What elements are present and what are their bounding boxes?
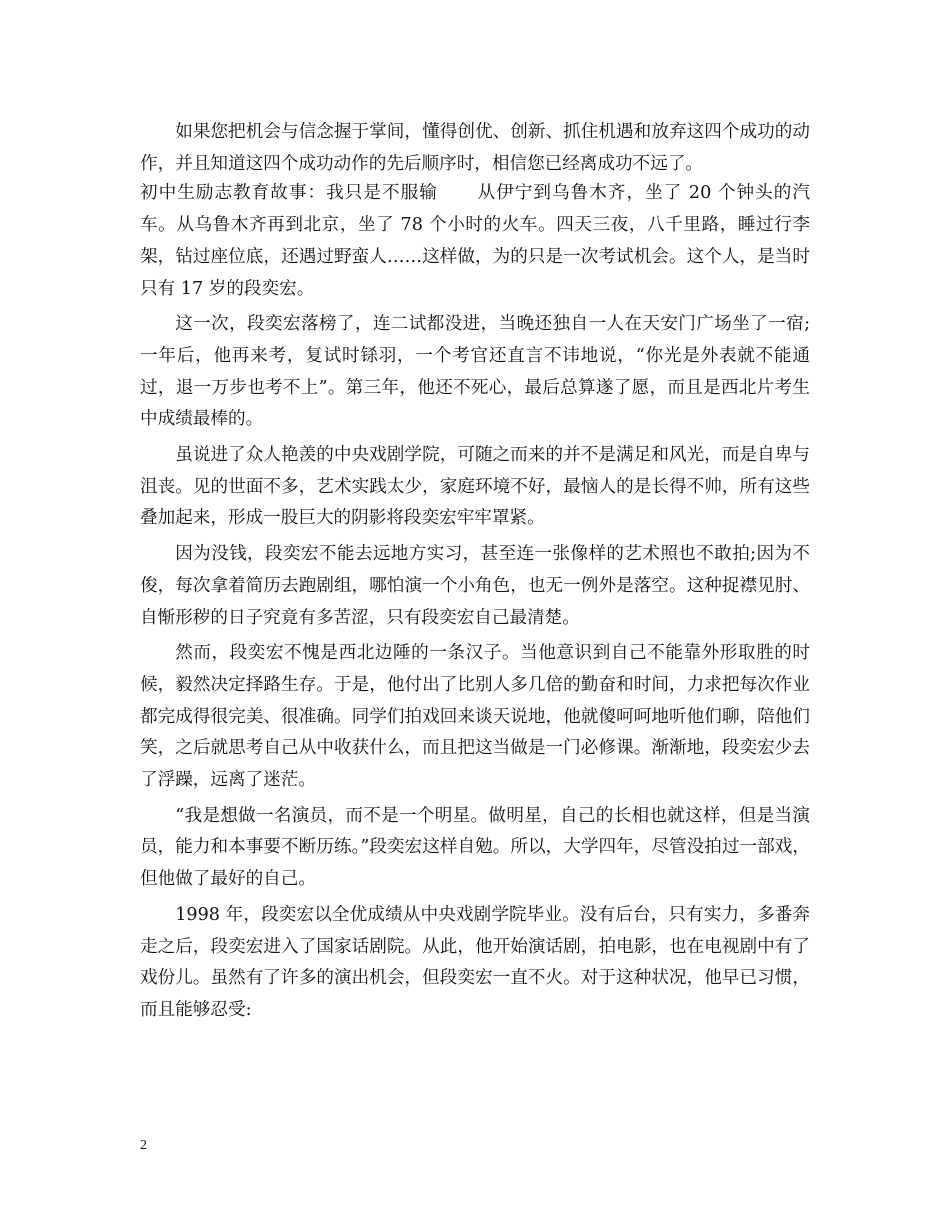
story-title: 初中生励志教育故事：我只是不服输: [140, 183, 438, 204]
paragraph-7: “我是想做一名演员，而不是一个明星。做明星，自己的长相也就这样，但是当演员，能力和本事要不断历练。”段奕宏这样自勉。所以，大学四年，尽管没拍过一部戏，但他做了最好的自己。: [140, 805, 810, 890]
paragraph-6: 然而，段奕宏不愧是西北边陲的一条汉子。当他意识到自己不能靠外形取胜的时候，毅然决定择路生存。于是，他付出了比别人多几倍的勤奋和时间，力求把每次作业都完成得很完美、很准确。同学们拍戏回来谈天说地，他就傻呵呵地听他们聊，陪他们笑，之后就思考自己从中收获什么，而且把这当做是一门必修课。渐渐地，段奕宏少去了浮躁，远离了迷茫。: [140, 643, 810, 791]
paragraph-5: 因为没钱，段奕宏不能去远地方实习，甚至连一张像样的艺术照也不敢拍;因为不俊，每次拿着简历去跑剧组，哪怕演一个小角色，也无一例外是落空。这种捉襟见肘、自惭形秽的日子究竟有多苦涩，只有段奕宏自己最清楚。: [140, 544, 810, 628]
paragraph-2-text: 从伊宁到乌鲁木齐，坐了 20 个钟头的汽车。从乌鲁木齐再到北京，坐了 78 个小时的火车。四天三夜，八千里路，睡过行李架，钻过座位底，还遇过野蛮人……这样做，为的只是一次考试机会。这个人，是当时只有 17 岁的段奕宏。: [140, 183, 810, 299]
paragraph-3: 这一次，段奕宏落榜了，连二试都没进，当晚还独自一人在天安门广场坐了一宿;一年后，他再来考，复试时铩羽，一个考官还直言不讳地说，“你光是外表就不能通过，退一万步也考不上”。第三年，他还不死心，最后总算遂了愿，而且是西北片考生中成绩最棒的。: [140, 314, 810, 430]
paragraph-4: 虽说进了众人艳羡的中央戏剧学院，可随之而来的并不是满足和风光，而是自卑与沮丧。见的世面不多，艺术实践太少，家庭环境不好，最恼人的是长得不帅，所有这些叠加起来，形成一股巨大的阴影将段奕宏牢牢罩紧。: [140, 445, 810, 529]
paragraph-8: 1998 年，段奕宏以全优成绩从中央戏剧学院毕业。没有后台，只有实力，多番奔走之后，段奕宏进入了国家话剧院。从此，他开始演话剧，拍电影，也在电视剧中有了戏份儿。虽然有了许多的演出机会，但段奕宏一直不火。对于这种状况，他早已习惯，而且能够忍受:: [140, 904, 810, 1020]
paragraph-2: [140, 178, 810, 305]
paragraph-1: 如果您把机会与信念握于掌间，懂得创优、创新、抓住机遇和放弃这四个成功的动作，并且知道这四个成功动作的先后顺序时，相信您已经离成功不远了。: [140, 122, 810, 174]
document-body: [140, 117, 810, 1027]
page-number: 2: [140, 1138, 147, 1153]
